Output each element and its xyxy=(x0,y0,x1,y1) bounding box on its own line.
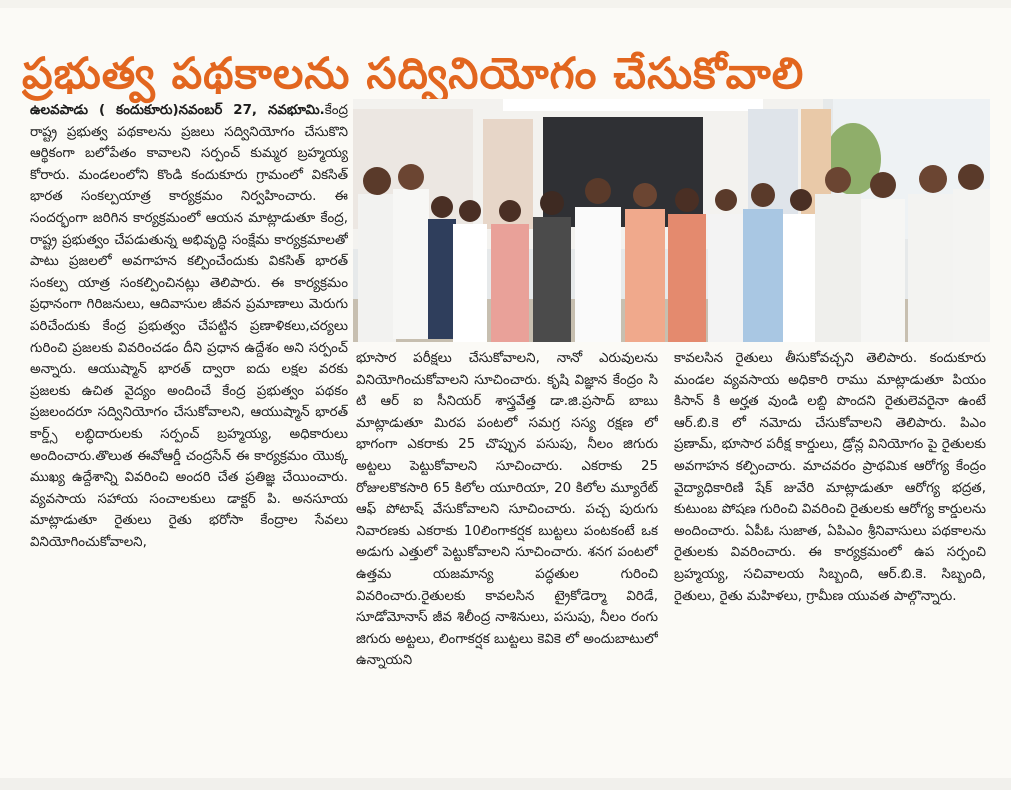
article-photo xyxy=(353,99,990,342)
article-headline: ప్రభుత్వ పథకాలను సద్వినియోగం చేసుకోవాలి xyxy=(22,48,805,99)
article-dateline: ఉలవపాడు ( కందుకూరు)నవంబర్ 27, నవభూమి. xyxy=(30,103,325,118)
column-3-text: కావలసిన రైతులు తీసుకోవచ్చని తెలిపారు. కందుకూరు మండల వ్యవసాయ అధికారి రాము మాట్లాడుతూ పియం కిసాన్ కి అర్హత వుండి లబ్ది పొందని రైతులెవరైనా ఉంటే ఆర్.బి.కె లో నమోదు చేసుకోవాలని తెలిపారు. పిఎం ప్రణామ్, భూసార పరీక్ష కార్డులు, డ్రోన్ల వినియోగం పై రైతులకు అవగాహన కల్పించారు. మాచవరం ప్రాథమిక ఆరోగ్య కేంద్రం వైద్యాధికారిణి షేక్ జువేరి మాట్లాడుతూ ఆరోగ్య భద్రత, కుటుంబ పోషణ గురించి వివరించి రైతులకు ఆరోగ్య కార్డులను అందించారు. ఏపీఓ సుజాత, ఏపిఎం శ్రీనివాసులు పథకాలను రైతులకు వివరించారు. ఈ కార్యక్రమంలో ఉప సర్పంచి బ్రహ్మయ్య, సచివాలయ సిబ్బంది, ఆర్.బి.కె. సిబ్బంది, రైతులు, రైతు మహిళలు, గ్రామీణ యువత పాల్గొన్నారు. xyxy=(674,351,986,604)
article-column-2 xyxy=(356,348,658,773)
article-column-1 xyxy=(30,100,348,770)
group-photo-illustration xyxy=(353,99,990,342)
article-column-3 xyxy=(674,348,986,748)
van-banner xyxy=(503,99,763,111)
column-2-text: భూసార పరీక్షలు చేసుకోవాలని, నానో ఎరువులను వినియోగించుకోవాలని సూచించారు. కృషి విజ్ఞాన కేంద్రం సి టి ఆర్ ఐ సీనియర్ శాస్త్రవేత్త డా.జి.ప్రసాద్ బాబు మాట్లాడుతూ మిరప పంటలో సమగ్ర సస్య రక్షణ లో భాగంగా ఎకరాకు 25 చొప్పున పసుపు, నీలం జిగురు అట్టలు పెట్టుకోవాలని సూచించారు. ఎకరాకు 25 రోజులకొకసారి 65 కిలోల యూరియా, 20 కిలోల మ్యూరేట్ ఆఫ్ పోటాష్ వేసుకోవాలని సూచించారు. పచ్చ పురుగు నివారణకు ఎకరాకు 10లింగాకర్షక బుట్టలు పంటకంటే ఒక అడుగు ఎత్తులో పెట్టుకోవాలని సూచించారు. శనగ పంటలో ఉత్తమ యజమాన్య పద్ధతుల గురించి వివరించారు.రైతులకు కావలసిన ట్రైకోడెర్మా విరిడే, సూడోమోనాస్ జీవ శిలీంద్ర నాశినులు, పసుపు, నీలం రంగు జిగురు అట్టలు, లింగాకర్షక బుట్టలు కెవికె లో అందుబాటులో ఉన్నాయని xyxy=(356,351,658,669)
page-bottom-strip xyxy=(0,778,1011,790)
van-screen xyxy=(543,117,703,227)
column-1-text: కేంద్ర రాష్ట్ర ప్రభుత్వ పథకాలను ప్రజలు సద్వినియోగం చేసుకొని ఆర్థికంగా బలోపేతం కావాలని సర్పంచ్ కుమ్మర బ్రహ్మయ్య కోరారు. మండలంలోని కొండి కందుకూరు గ్రామంలో వికసిత్ భారత సంకల్పయాత్ర కార్యక్రమం నిర్వహించారు. ఈ సందర్భంగా జరిగిన కార్యక్రమంలో ఆయన మాట్లాడుతూ కేంద్ర, రాష్ట్ర ప్రభుత్వం చేపడుతున్న అభివృద్ధి సంక్షేమ కార్యక్రమాలతో పాటు ప్రజలలో అవగాహన కల్పించేందుకు వికసిత్ భారత్ సంకల్ప యాత్ర సంకల్పించినట్లు తెలిపారు. ఈ కార్యక్రమం ప్రధానంగా గిరిజనులు, ఆదివాసుల జీవన ప్రమాణాలు మెరుగు పరిచేందుకు కేంద్ర ప్రభుత్వం చేపట్టిన ప్రణాళికలు,చర్యలు గురించి ప్రజలకు వివరించడం దీని ప్రధాన ఉద్దేశం అని సర్పంచ్ అన్నారు. ఆయుష్మాన్ భారత్ ద్వారా ఐదు లక్షల వరకు ప్రజలకు ఉచిత వైద్యం అందించే కేంద్ర ప్రభుత్వం పథకం ప్రజలందరూ సద్వినియోగం చేసుకోవాలని, ఆయుష్మాన్ భారత్ కార్డ్స్ లబ్ధిదారులకు సర్పంచ్ బ్రహ్మయ్య, అధికారులు అందించారు.తొలుత ఈవోఆర్డీ చంద్రసేన్ ఈ కార్యక్రమం యొక్క ముఖ్య ఉద్దేశాన్ని వివరించి అందరి చేత ప్రతిజ్ఞ చేయించారు. వ్యవసాయ సహాయ సంచాలకులు డాక్టర్ పి. అనసూయ మాట్లాడుతూ రైతులు రైతు భరోసా కేంద్రాల సేవలు వినియోగించుకోవాలని, xyxy=(30,103,348,550)
column-1-body xyxy=(30,100,348,553)
page-top-strip xyxy=(0,0,1011,8)
